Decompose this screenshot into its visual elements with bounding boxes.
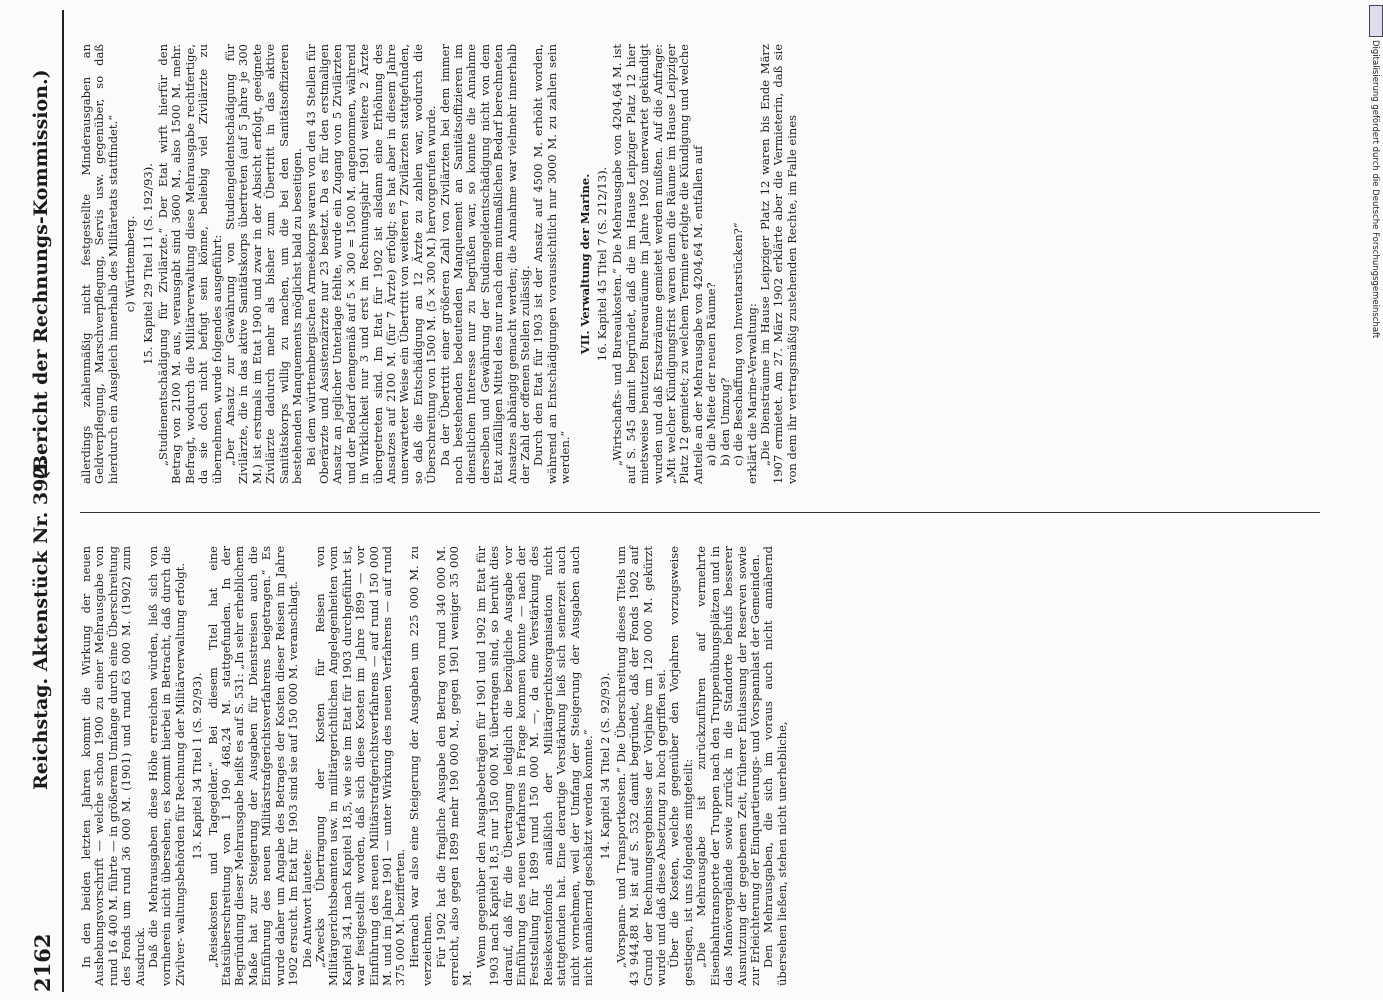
- paragraph: „Die Mehrausgabe ist zurückzuführen auf vermehrte Eisenbahntransporte der Truppen nach den Truppenübungsplätzen und in das Manövergelände sowie zurück in die Standorte behufs besserer Ausnutzung der gegebenen Zeit, früherer Entlassung der Reserven sowie zur Erleichterung der Einquartierungs- und Vorspannlast der Gemeinden.: [694, 546, 762, 986]
- paragraph: Über die Kosten, welche gegenüber den Vorjahren vorzugsweise gestiegen, ist uns folgendes mitgeteilt:: [667, 546, 695, 986]
- paragraph: Durch den Etat für 1903 ist der Ansatz auf 4500 M. erhöht worden, während an Entschädigungen voraussichtlich nur 3000 M. zu zahlen sein werden.“: [531, 44, 573, 484]
- paragraph: Hiernach war also eine Steigerung der Ausgaben um 225 000 M. zu verzeichnen.: [406, 546, 435, 986]
- section-heading: VII. Verwaltung der Marine.: [577, 173, 592, 355]
- right-column: [80, 44, 799, 484]
- paragraph: „Die Diensträume im Hause Leipziger Platz 12 waren bis Ende März 1907 ermietet. Am 27. März 1902 erklärte aber die Vermieterin, daß sie von dem ihr vertragsmäßig zustehenden Rechte, im Falle eines: [757, 44, 799, 484]
- paragraph: „Wirtschafts- und Bureaukosten.“ Die Mehrausgabe von 4204,64 M. ist auf S. 545 damit begründet, daß die im Hause Leipziger Platz 12 hier mietsweise benutzten Bureauräume im Jahre 1902 unerwartet gekündigt wurden und daß Ersatzräume gemietet werden mußten. Auf die Anfrage: „Mit welcher Kündigungsfrist waren denn die Räume im Hause Leipziger Platz 12 gemietet; zu welchem Termine erfolgte die Kündigung und welche Anteile an der Mehrausgabe von 4204,64 M. entfallen auf: [610, 44, 705, 484]
- paragraph: Wenn gegenüber den Ausgabebeträgen für 1901 und 1902 im Etat für 1903 nach Kapitel 18,5 nur 150 000 M. übertragen sind, so beruht dies darauf, daß für die Übertragung lediglich die bezügliche Ausgabe vor Einführung des neuen Verfahrens in Frage kommen konnte — nach der Feststellung für 1899 rund 150 000 M. —, da eine Verstärkung des Reisekostenfonds anläßlich der Militärgerichtsorganisation nicht stattgefunden hat. Eine derartige Verstärkung ließ sich seinerzeit auch nicht vornehmen, weil der Umfang der Steigerung der Ausgaben auch nicht annähernd geschätzt werden konnte.“: [473, 546, 596, 986]
- paragraph: allerdings zahlenmäßig nicht festgestellte Minderausgaben an Geldverpflegung, Marschverpflegung, Servis usw. gegenüber, so daß hierdurch ein Ausgleich innerhalb des Militäretats stattfindet.“: [79, 44, 120, 484]
- paragraph: Bei dem württembergischen Armeekorps waren von den 43 Stellen für Oberärzte und Assistenzärzte nur 23 besetzt. Da es für den erstmaligen Ansatz an jeglicher Unterlage fehlte, wurde ein Zugang von 5 Zivilärzten und der Bedarf demgemäß auf 5 × 300 = 1500 M. angenommen, während in Wirklichkeit nur 3 und erst im Rechnungsjahr 1901 weitere 2 Ärzte übergetreten sind. Im Etat für 1902 ist alsdann eine Erhöhung des Ansatzes auf 2100 M. (für 7 Ärzte) erfolgt; es hat aber in diesem Jahre unerwarteter Weise ein Übertritt von weiteren 7 Zivilärzten stattgefunden, so daß die Entschädigung an 12 Ärzte zu zahlen war, wodurch die Überschreitung von 1500 M. (5 × 300 M.) hervorgerufen wurde.: [303, 44, 439, 484]
- dfg-logo: [1369, 5, 1383, 37]
- paragraph: In den beiden letzten Jahren kommt die Wirkung der neuen Aushebungsvorschrift — welche schon 1900 zu einer Mehrausgabe von rund 16 400 M. führte — in größerem Umfange durch eine Überschreitung des Fonds um rund 36 000 M. (1901) und rund 63 000 M. (1902) zum Ausdruck.: [79, 546, 147, 986]
- paragraph: „Studienentschädigung für Zivilärzte.“ Der Etat wirft hierfür den Betrag von 2100 M. aus, verausgabt sind 3600 M., also 1500 M. mehr. Befragt, wodurch die Militärverwaltung diese Mehrausgabe rechtfertige, da sie doch nicht befugt sein könne, beliebig viel Zivilärzte zu übernehmen, wurde folgendes ausgeführt:: [156, 44, 224, 484]
- paragraph: erklärt die Marine-Verwaltung:: [744, 303, 759, 484]
- list-item: b) den Umzug?: [717, 377, 732, 466]
- credit-text: Digitalisierung gefördert durch die Deutsche Forschungsgemeinschaft: [1370, 40, 1380, 339]
- section-heading: 13. Kapitel 34 Titel 1 (S. 92/93).: [190, 672, 205, 860]
- left-column: [80, 546, 789, 986]
- page-header: [0, 0, 74, 1000]
- section-heading: 16. Kapitel 45 Titel 7 (S. 212/13).: [595, 166, 610, 362]
- paragraph: „Vorspann- und Transportkosten.“ Die Überschreitung dieses Titels um 43 944,88 M. ist auf S. 532 damit begründet, daß der Fonds 1902 auf Grund der Rechnungsergebnisse der Vorjahre um 120 000 M. gekürzt wurde und daß diese Absetzung zu hoch gegriffen sei.: [613, 546, 669, 986]
- list-item: a) die Miete der neuen Räume?: [704, 282, 719, 466]
- section-heading: 14. Kapitel 34 Titel 2 (S. 92/93).: [598, 672, 613, 860]
- column-divider: [80, 512, 1320, 513]
- paragraph: „Reisekosten und Tagegelder.“ Bei diesem Titel hat eine Etatsüberschreitung von 1 190 468,24 M. stattgefunden. In der Begründung dieser Mehrausgabe heißt es auf S. 531: „In sehr erheblichem Maße hat zur Steigerung der Ausgaben für Dienstreisen auch die Einführung des neuen Militärstrafgerichtsverfahrens beigetragen.“ Es wurde daher um Angabe des Betrages der Kosten dieser Reisen im Jahre 1902 ersucht. Im Etat für 1903 sind sie auf 150 000 M. veranschlagt.: [205, 546, 301, 986]
- section-heading: 15. Kapitel 29 Titel 11 (S. 192/93).: [140, 163, 155, 365]
- list-item: c) die Beschaffung von Inventarstücken?“: [731, 222, 746, 466]
- header-left-title: Reichstag. Aktenstück Nr. 392.: [30, 458, 52, 790]
- paragraph: Da der Übertritt einer größeren Zahl von Zivilärzten bei dem immer noch bestehenden bedeutenden Manquement an Sanitätsoffizieren im dienstlichen Interesse nur zu begrüßen war, so konnte die Annahme derselben und Gewährung der Studiengeldentschädigung nicht von dem Etat zufälligen Mittel des nur nach dem mutmaßlichen Bedarf berechneten Ansatzes abhängig gemacht werden; die Annahme war vielmehr innerhalb der Zahl der offenen Stellen zulässig.: [437, 44, 532, 484]
- paragraph: Den Mehrausgaben, die sich im voraus auch nicht annähernd übersehen ließen, stehen nicht unerhebliche,: [761, 546, 789, 986]
- paragraph: Daß die Mehrausgaben diese Höhe erreichen würden, ließ sich von vornherein nicht übersehen; es kommt hierbei in Betracht, daß durch die Zivilver- waltungsbehörden für Rechnung der Militärverwaltung erfolgt.: [146, 546, 187, 986]
- paragraph: Für 1902 hat die fragliche Ausgabe den Betrag von rund 340 000 M. erreicht, also gegen 1899 mehr 190 000 M., gegen 1901 weniger 35 000 M.: [433, 546, 475, 986]
- section-heading: c) Württemberg.: [123, 215, 138, 313]
- paragraph: „Zwecks Übertragung der Kosten für Reisen von Militärgerichtsbeamten usw. in militärgerichtlichen Angelegenheiten vom Kapitel 34,1 nach Kapitel 18,5, wie sie im Etat für 1903 durchgeführt ist, war festgestellt worden, daß sich diese Kosten im Jahre 1899 — vor Einführung des neuen Militärstrafgerichtsverfahrens — auf rund 150 000 M. und im Jahre 1901 — unter Wirkung des neuen Verfahrens — auf rund 375 000 M. bezifferten.: [312, 546, 408, 986]
- header-rule: [62, 10, 64, 992]
- header-right-title: (Bericht der Rechnungs-Kommission.): [30, 69, 52, 480]
- paragraph: „Der Ansatz zur Gewährung von Studiengeldentschädigung für Zivilärzte, die in das aktive Sanitätskorps übertreten (auf 5 Jahre je 300 M.) ist erstmals im Etat 1900 und zwar in der Absicht erfolgt, geeignete Zivilärzte dadurch mehr als bisher zum Übertritt in das aktive Sanitätskorps willig zu machen, um die bei den Sanitätsoffizieren bestehenden Manquements möglichst bald zu beseitigen.: [223, 44, 305, 484]
- page-number: 2162: [30, 933, 55, 992]
- digitization-credit: [1368, 40, 1382, 540]
- paragraph: Die Antwort lautete:: [299, 849, 314, 968]
